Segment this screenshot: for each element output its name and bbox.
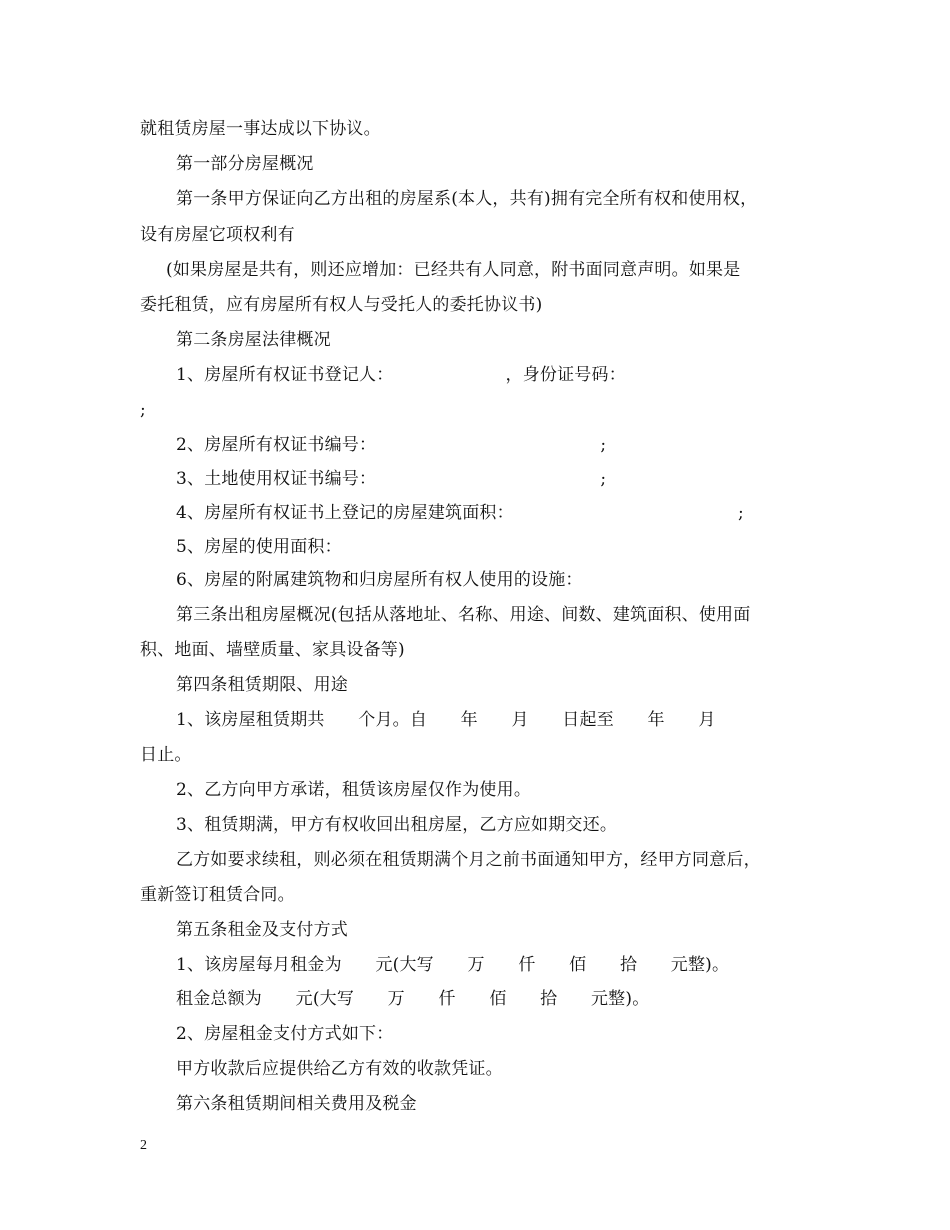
text-line: 5、房屋的使用面积：: [176, 537, 342, 557]
section-heading: 第一部分房屋概况: [176, 154, 314, 174]
section-heading: 第四条租赁期限、用途: [176, 675, 348, 695]
text-line: 委托租赁，应有房屋所有权人与受托人的委托协议书): [140, 295, 543, 315]
section-heading: 第三条出租房屋概况(包括从落地址、名称、用途、间数、建筑面积、使用面: [176, 605, 751, 625]
text-line: 1、房屋所有权证书登记人： ，身份证号码：: [176, 365, 626, 385]
text-line: 3、租赁期满，甲方有权收回出租房屋，乙方应如期交还。: [176, 815, 618, 835]
text-line: 2、乙方向甲方承诺，租赁该房屋仅作为使用。: [176, 780, 532, 800]
text-line: 第一条甲方保证向乙方出租的房屋系(本人，共有)拥有完全所有权和使用权，: [176, 189, 758, 209]
text-line: ;: [140, 400, 146, 420]
text-line: 甲方收款后应提供给乙方有效的收款凭证。: [176, 1059, 503, 1079]
text-line: 重新签订租赁合同。: [140, 885, 295, 905]
text-line: 2、房屋租金支付方式如下：: [176, 1024, 394, 1044]
text-line: 3、土地使用权证书编号： ;: [176, 469, 607, 489]
text-line: 租金总额为 元(大写 万 仟 佰 拾 元整)。: [176, 989, 650, 1009]
text-line: 2、房屋所有权证书编号： ;: [176, 435, 607, 455]
page-number: 2: [140, 1138, 147, 1153]
text-line: 乙方如要求续租，则必须在租赁期满个月之前书面通知甲方，经甲方同意后，: [176, 850, 761, 870]
text-line: 6、房屋的附属建筑物和归房屋所有权人使用的设施：: [176, 570, 583, 590]
text-line: 就租赁房屋一事达成以下协议。: [140, 119, 381, 139]
text-line: 日止。: [140, 745, 192, 765]
text-line: 1、该房屋租赁期共 个月。自 年 月 日起至 年 月: [176, 710, 716, 730]
section-heading: 第五条租金及支付方式: [176, 920, 348, 940]
text-line: 1、该房屋每月租金为 元(大写 万 仟 佰 拾 元整)。: [176, 955, 730, 975]
section-heading: 第二条房屋法律概况: [176, 330, 331, 350]
text-line: 设有房屋它项权利有: [140, 225, 295, 245]
text-line: (如果房屋是共有，则还应增加：已经共有人同意，附书面同意声明。如果是: [166, 260, 741, 280]
text-line: 4、房屋所有权证书上登记的房屋建筑面积： ;: [176, 503, 744, 523]
section-heading: 第六条租赁期间相关费用及税金: [176, 1094, 417, 1114]
text-line: 积、地面、墙壁质量、家具设备等): [140, 640, 405, 660]
